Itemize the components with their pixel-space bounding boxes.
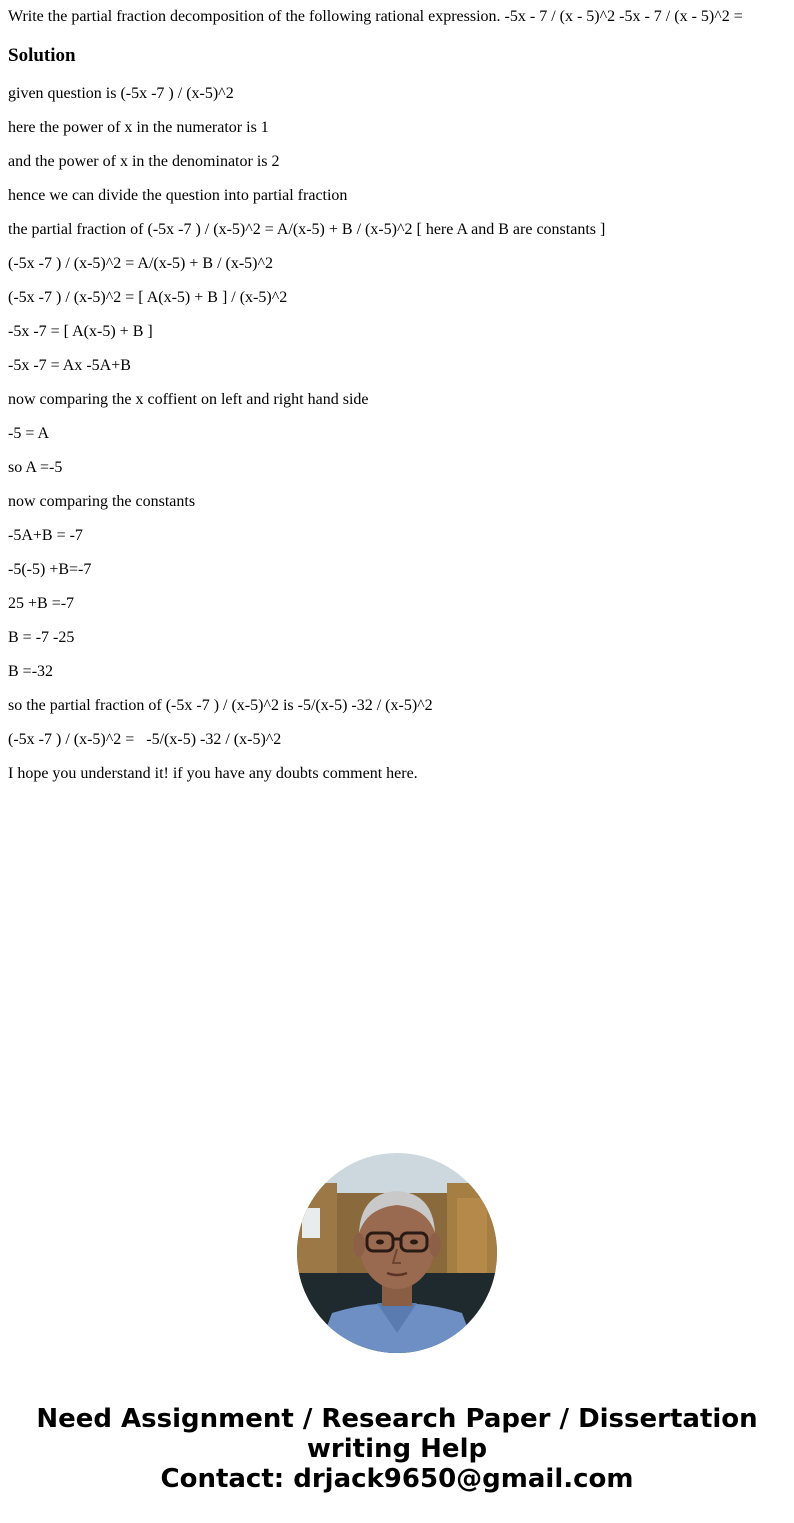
solution-step: -5 = A [8,425,50,442]
solution-step: -5(-5) +B=-7 [8,561,92,578]
solution-step: B =-32 [8,663,54,680]
solution-step: now comparing the constants [8,493,196,510]
promo-line-1: Need Assignment / Research Paper / Dissertation [36,1404,758,1434]
solution-step: the partial fraction of (-5x -7 ) / (x-5)^2 = A/(x-5) + B / (x-5)^2 [ here A and B are constants ] [8,221,606,238]
solution-step: -5x -7 = Ax -5A+B [8,357,131,374]
solution-steps [8,84,605,798]
solution-step: here the power of x in the numerator is 1 [8,119,269,136]
solution-step: B = -7 -25 [8,629,75,646]
solution-step: so the partial fraction of (-5x -7 ) / (x-5)^2 is -5/(x-5) -32 / (x-5)^2 [8,697,433,714]
solution-step: -5x -7 = [ A(x-5) + B ] [8,323,153,340]
solution-heading: Solution [8,45,76,66]
solution-step: (-5x -7 ) / (x-5)^2 = A/(x-5) + B / (x-5)^2 [8,255,274,272]
author-avatar [297,1153,497,1353]
solution-step: I hope you understand it! if you have any doubts comment here. [8,765,418,782]
solution-step: (-5x -7 ) / (x-5)^2 = -5/(x-5) -32 / (x-5)^2 [8,731,282,748]
solution-step: and the power of x in the denominator is 2 [8,153,280,170]
solution-step: -5A+B = -7 [8,527,83,544]
promo-contact: Contact: drjack9650@gmail.com [160,1464,634,1494]
promo-banner [0,1404,794,1494]
solution-step: (-5x -7 ) / (x-5)^2 = [ A(x-5) + B ] / (x-5)^2 [8,289,288,306]
question-text: Write the partial fraction decomposition of the following rational expression. -5x - 7 / (x - 5)^2 -5x - 7 / (x - 5)^2 = [8,8,743,25]
promo-line-2: writing Help [306,1434,488,1464]
solution-step: so A =-5 [8,459,63,476]
solution-step: given question is (-5x -7 ) / (x-5)^2 [8,85,234,102]
solution-step: hence we can divide the question into partial fraction [8,187,348,204]
solution-step: now comparing the x coffient on left and right hand side [8,391,369,408]
solution-step: 25 +B =-7 [8,595,75,612]
